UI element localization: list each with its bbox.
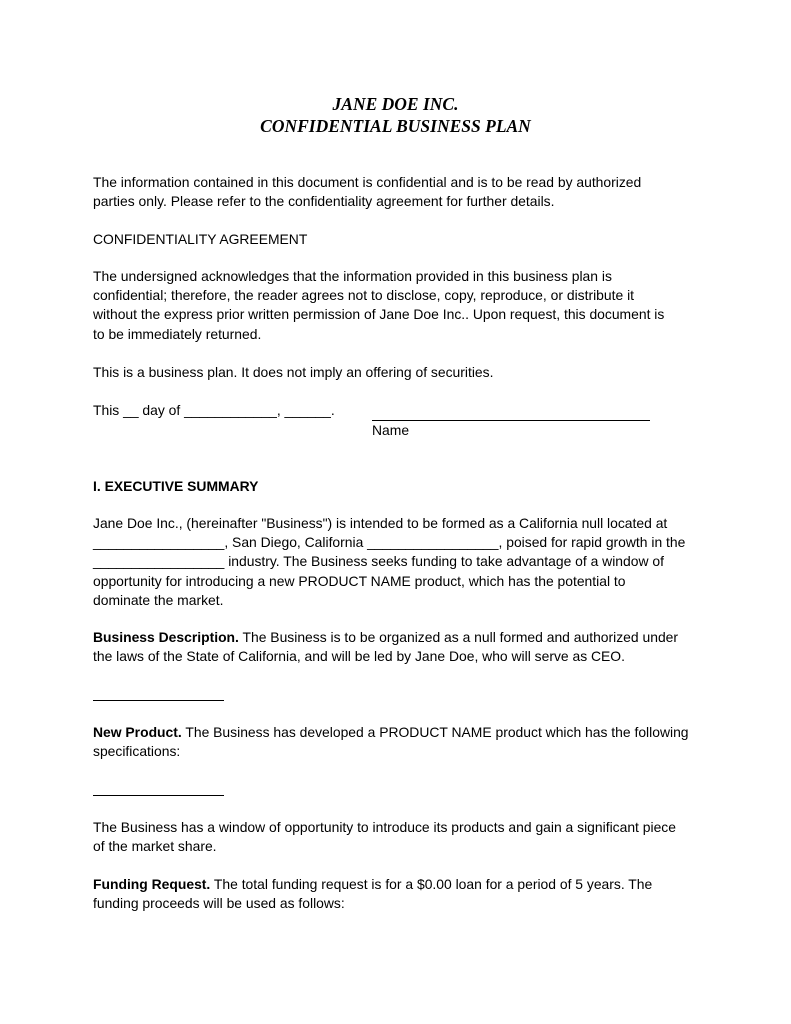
agreement-heading: CONFIDENTIALITY AGREEMENT — [93, 231, 308, 247]
company-title: JANE DOE INC. — [332, 94, 459, 114]
agreement-line: without the express prior written permission of Jane Doe Inc.. Upon request, this document is — [93, 306, 665, 323]
business-description-paragraph — [93, 628, 699, 666]
business-description-line: the laws of the State of California, and will be led by Jane Doe, who will serve as CEO. — [93, 648, 625, 665]
intro-paragraph — [93, 173, 699, 211]
blank-fill-line — [93, 795, 224, 796]
agreement-paragraph — [93, 267, 699, 344]
business-description-line — [93, 628, 699, 647]
funding-request-text: The total funding request is for a $0.00 loan for a period of 5 years. The — [210, 876, 653, 892]
plan-title: CONFIDENTIAL BUSINESS PLAN — [260, 116, 531, 136]
intro-line: The information contained in this document is confidential and is to be read by authorized — [93, 174, 642, 190]
new-product-paragraph — [93, 723, 699, 761]
funding-request-paragraph — [93, 875, 699, 913]
funding-request-label: Funding Request. — [93, 876, 211, 892]
securities-disclaimer: This is a business plan. It does not imply an offering of securities. — [93, 364, 494, 380]
signature-name-label: Name — [372, 422, 410, 438]
summary-line: dominate the market. — [93, 591, 224, 608]
new-product-text: The Business has developed a PRODUCT NAME product which has the following — [181, 724, 689, 740]
summary-line: Jane Doe Inc., (hereinafter "Business") is intended to be formed as a California null located at — [93, 515, 668, 531]
opportunity-paragraph — [93, 818, 699, 856]
executive-summary-paragraph — [93, 514, 699, 610]
summary-line: _________________ industry. The Business seeks funding to take advantage of a window of — [93, 553, 664, 570]
opportunity-line: The Business has a window of opportunity to introduce its products and gain a significant piece — [93, 819, 676, 835]
business-description-label: Business Description. — [93, 629, 239, 645]
funding-request-line — [93, 875, 699, 894]
new-product-line: specifications: — [93, 743, 181, 760]
agreement-line: confidential; therefore, the reader agrees not to disclose, copy, reproduce, or distribute it — [93, 287, 635, 304]
signature-date-line: This __ day of ____________, ______. — [93, 402, 335, 418]
intro-line: parties only. Please refer to the confidentiality agreement for further details. — [93, 193, 555, 210]
agreement-line: to be immediately returned. — [93, 325, 262, 342]
opportunity-line: of the market share. — [93, 838, 217, 855]
business-description-text: The Business is to be organized as a null formed and authorized under — [238, 629, 679, 645]
blank-fill-line — [93, 700, 224, 701]
funding-request-line: funding proceeds will be used as follows: — [93, 895, 345, 912]
agreement-line: The undersigned acknowledges that the information provided in this business plan is — [93, 268, 612, 284]
executive-summary-heading: I. EXECUTIVE SUMMARY — [93, 478, 259, 494]
signature-line — [372, 420, 650, 421]
new-product-label: New Product. — [93, 724, 182, 740]
summary-line: opportunity for introducing a new PRODUCT NAME product, which has the potential to — [93, 572, 626, 589]
new-product-line — [93, 723, 699, 742]
summary-line: _________________, San Diego, California _________________, poised for rapid growth in the — [93, 534, 686, 551]
